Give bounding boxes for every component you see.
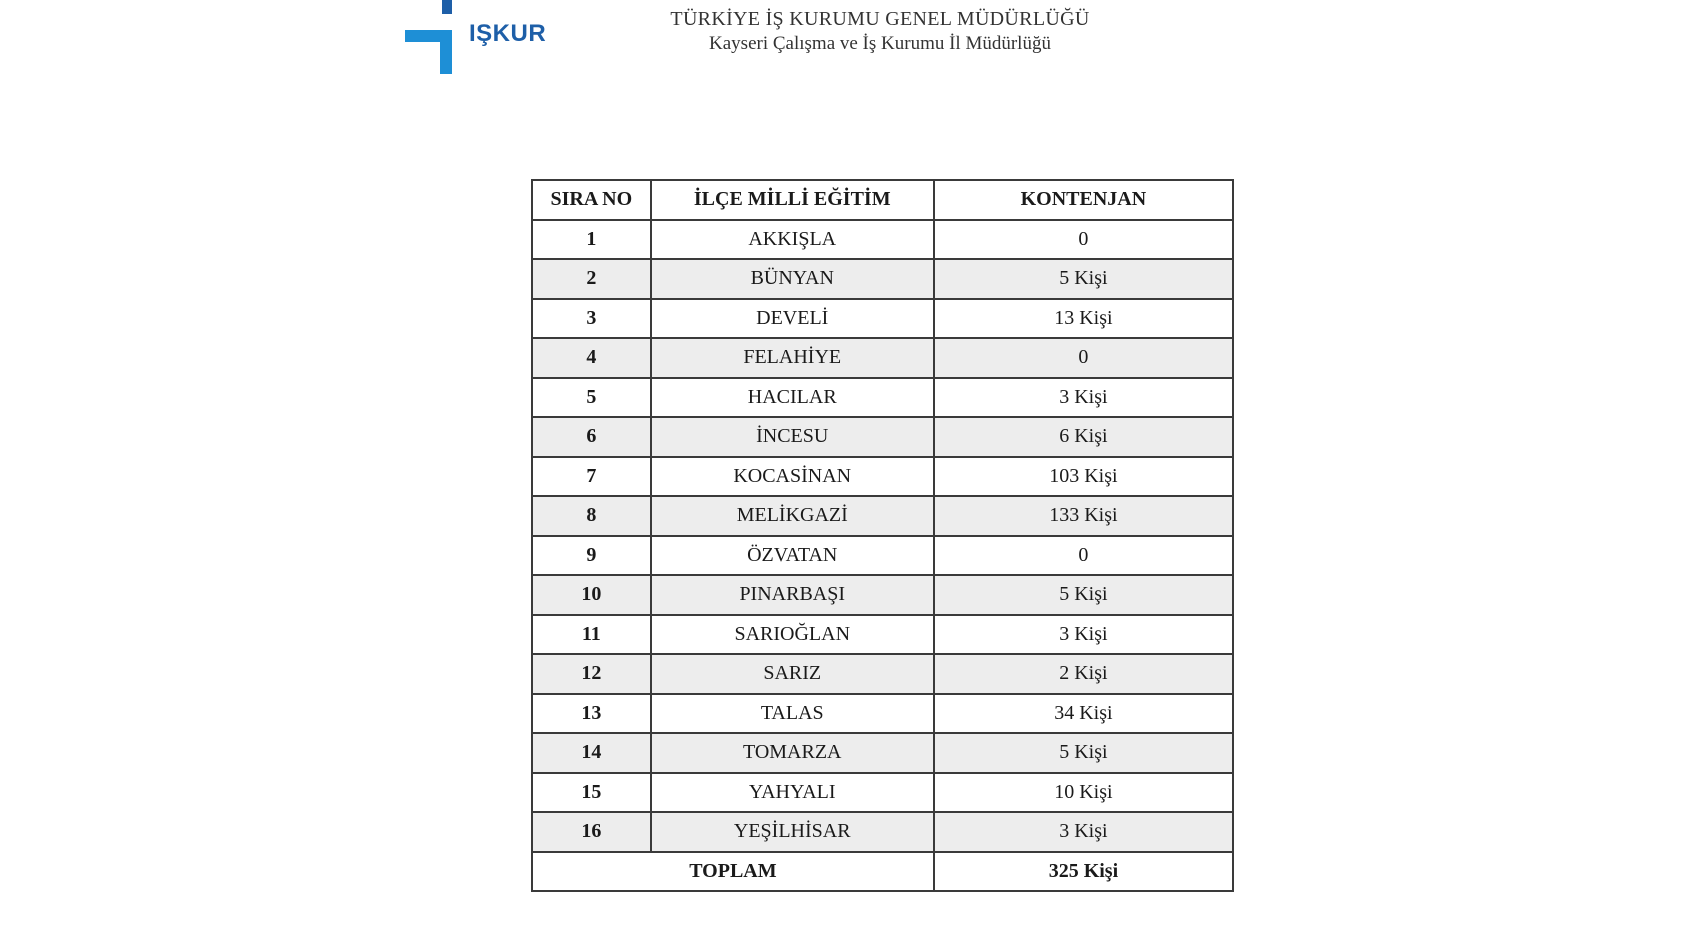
- row-district: ÖZVATAN: [651, 536, 934, 576]
- row-number: 12: [532, 654, 651, 694]
- header-directorate: Kayseri Çalışma ve İş Kurumu İl Müdürlüğü: [709, 33, 1051, 54]
- row-quota: 3 Kişi: [934, 615, 1233, 655]
- row-quota: 0: [934, 220, 1233, 260]
- row-number: 6: [532, 417, 651, 457]
- row-quota: 6 Kişi: [934, 417, 1233, 457]
- table-row: [532, 220, 1233, 260]
- row-number: 5: [532, 378, 651, 418]
- row-district: MELİKGAZİ: [651, 496, 934, 536]
- row-district: HACILAR: [651, 378, 934, 418]
- iskur-logo-mark-icon: [405, 0, 469, 80]
- header-district: İLÇE MİLLİ EĞİTİM: [651, 180, 934, 220]
- table-row: [532, 575, 1233, 615]
- table-row: [532, 417, 1233, 457]
- table-row: [532, 457, 1233, 497]
- header-institution: TÜRKİYE İŞ KURUMU GENEL MÜDÜRLÜĞÜ: [670, 8, 1090, 30]
- row-number: 4: [532, 338, 651, 378]
- header-sira-no: SIRA NO: [532, 180, 651, 220]
- row-quota: 103 Kişi: [934, 457, 1233, 497]
- table-row: [532, 259, 1233, 299]
- row-quota: 3 Kişi: [934, 812, 1233, 852]
- logo-text: IŞKUR: [469, 20, 547, 47]
- row-number: 15: [532, 773, 651, 813]
- row-district: DEVELİ: [651, 299, 934, 339]
- row-number: 3: [532, 299, 651, 339]
- row-district: YAHYALI: [651, 773, 934, 813]
- table-header-row: [532, 180, 1233, 220]
- table-row: [532, 496, 1233, 536]
- row-district: YEŞİLHİSAR: [651, 812, 934, 852]
- row-quota: 34 Kişi: [934, 694, 1233, 734]
- table-row: [532, 773, 1233, 813]
- row-quota: 2 Kişi: [934, 654, 1233, 694]
- table-row: [532, 338, 1233, 378]
- quota-table: [531, 179, 1234, 892]
- row-number: 8: [532, 496, 651, 536]
- row-district: SARIOĞLAN: [651, 615, 934, 655]
- row-number: 16: [532, 812, 651, 852]
- row-district: TALAS: [651, 694, 934, 734]
- table-row: [532, 615, 1233, 655]
- row-quota: 10 Kişi: [934, 773, 1233, 813]
- row-quota: 0: [934, 338, 1233, 378]
- iskur-logo: [405, 0, 565, 80]
- header-quota: KONTENJAN: [934, 180, 1233, 220]
- row-number: 13: [532, 694, 651, 734]
- total-value: 325 Kişi: [934, 852, 1233, 892]
- row-quota: 5 Kişi: [934, 259, 1233, 299]
- row-district: İNCESU: [651, 417, 934, 457]
- row-district: BÜNYAN: [651, 259, 934, 299]
- row-number: 14: [532, 733, 651, 773]
- table-row: [532, 733, 1233, 773]
- row-district: SARIZ: [651, 654, 934, 694]
- row-district: FELAHİYE: [651, 338, 934, 378]
- row-quota: 5 Kişi: [934, 733, 1233, 773]
- row-number: 10: [532, 575, 651, 615]
- row-quota: 133 Kişi: [934, 496, 1233, 536]
- table-row: [532, 654, 1233, 694]
- row-number: 9: [532, 536, 651, 576]
- row-district: TOMARZA: [651, 733, 934, 773]
- row-number: 11: [532, 615, 651, 655]
- table-row: [532, 299, 1233, 339]
- total-label: TOPLAM: [532, 852, 934, 892]
- table-row: [532, 536, 1233, 576]
- row-number: 1: [532, 220, 651, 260]
- row-quota: 5 Kişi: [934, 575, 1233, 615]
- table-total-row: [532, 852, 1233, 892]
- row-quota: 0: [934, 536, 1233, 576]
- row-district: AKKIŞLA: [651, 220, 934, 260]
- table-row: [532, 812, 1233, 852]
- row-quota: 3 Kişi: [934, 378, 1233, 418]
- row-quota: 13 Kişi: [934, 299, 1233, 339]
- row-district: KOCASİNAN: [651, 457, 934, 497]
- table-row: [532, 378, 1233, 418]
- document-header: [600, 6, 1160, 56]
- row-district: PINARBAŞI: [651, 575, 934, 615]
- row-number: 7: [532, 457, 651, 497]
- table-row: [532, 694, 1233, 734]
- row-number: 2: [532, 259, 651, 299]
